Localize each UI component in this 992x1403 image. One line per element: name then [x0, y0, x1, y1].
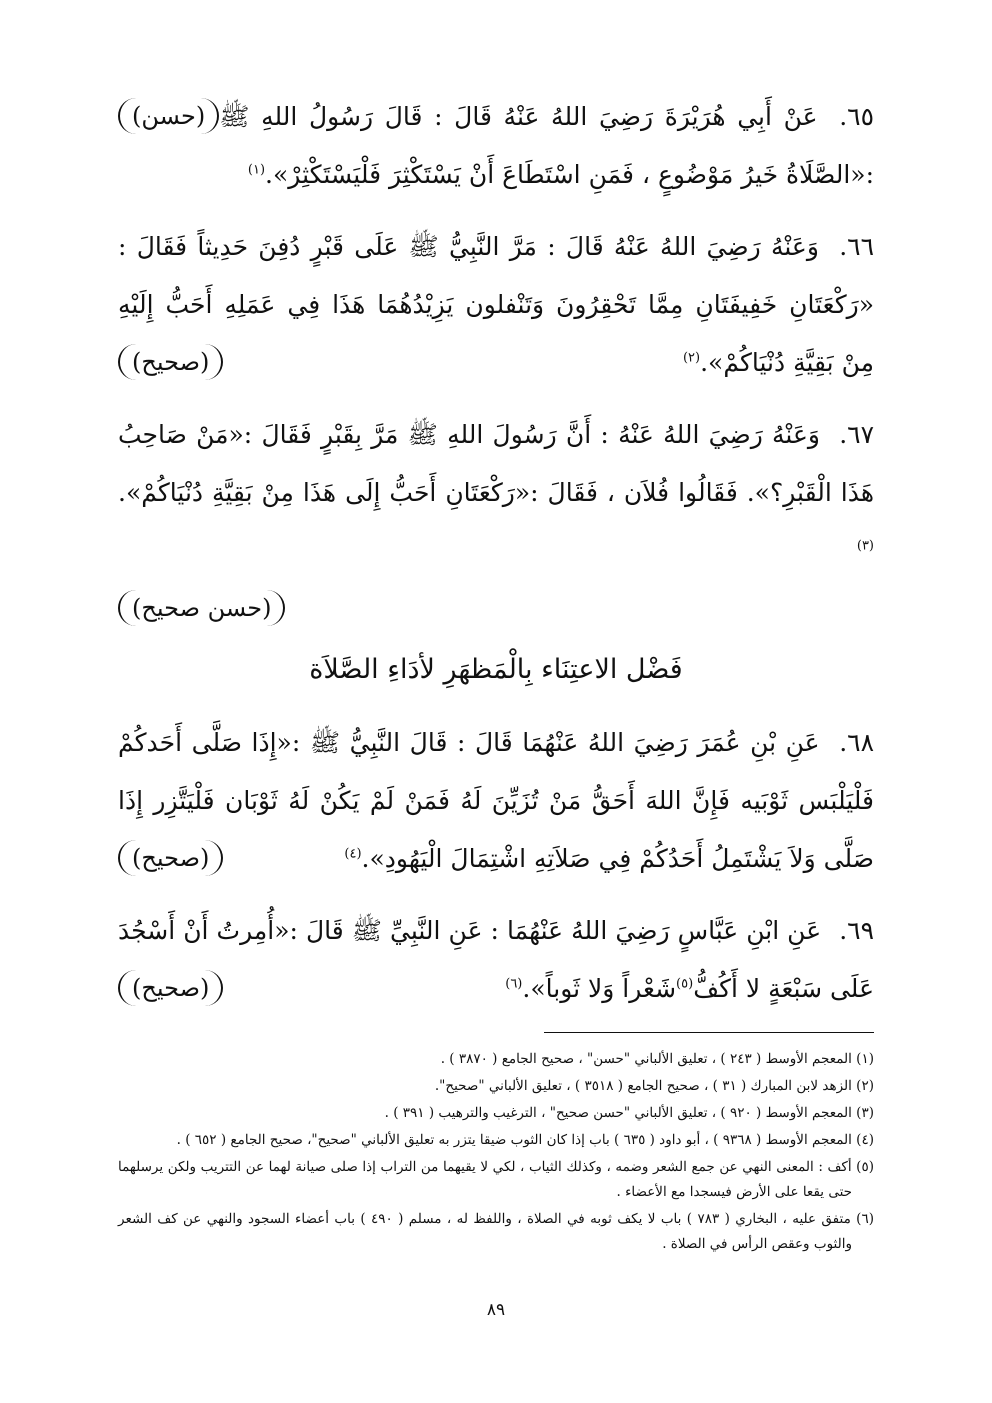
hadith-grade: (حسن) — [118, 98, 219, 134]
hadith-67 — [118, 406, 874, 626]
page-number: ٨٩ — [486, 1300, 506, 1320]
footnote: (٢) الزهد لابن المبارك ( ٣١ ) ، صحيح الجامع ( ٣٥١٨ ) ، تعليق الألباني "صحيح". — [434, 1078, 874, 1094]
hadith-text: وَعَنْهُ رَضِيَ اللهُ عَنْهُ قَالَ : مَرَّ النَّبِيُّ ﷺ عَلَى قَبْرٍ دُفِنَ حَدِيثاً فَقَالَ : «رَكْعَتَانِ خَفِيفَتَانِ مِمَّا تَحْقِرُونَ وَتَنْفلون يَزِيْدُهُمَا هَذَا فِي عَمَلِهِ أَحَبُّ إِلَيْهِ مِنْ بَقِيَّةِ دُنْيَاكُمْ». — [118, 232, 874, 377]
hadith-grade: (صحيح) — [118, 840, 223, 876]
footnote-ref[interactable]: (٥) — [676, 976, 694, 992]
hadith-number: ٦٥. — [839, 102, 875, 131]
hadith-66 — [118, 218, 874, 392]
hadith-text: عَنِ بْنِ عُمَرَ رَضِيَ اللهُ عَنْهُمَا قَالَ : قَالَ النَّبِيُّ ﷺ :«إِذَا صَلَّى أَحَدكُمْ فَلْيَلْبَس ثَوْبَيه فَإِنَّ اللهَ أَحَقُّ مَنْ تُزَيِّنَ لَهُ فَمَنْ لَمْ يَكُنْ لَهُ ثَوْبَان فَلْيَتَّزِر إِذَا صَلَّى وَلاَ يَشْتَمِلُ أَحَدُكُمْ فِي صَلاَتِهِ اشْتِمَالَ الْيَهُودِ». — [118, 728, 874, 873]
section-heading: فَضْل الاعتِنَاء بِالْمَظهَرِ لأدَاءِ الصَّلاَة — [309, 654, 683, 685]
hadith-text-continued: شَعْراً وَلا ثَوباً». — [522, 974, 677, 1003]
hadith-grade: (صحيح) — [118, 970, 223, 1006]
footnote: (٣) المعجم الأوسط ( ٩٢٠ ) ، تعليق الألباني "حسن صحيح" ، الترغيب والترهيب ( ٣٩١ ) . — [384, 1105, 874, 1121]
footnote-ref[interactable]: (٢) — [682, 350, 701, 366]
page-body — [118, 88, 874, 1259]
footnote-ref[interactable]: (٣) — [856, 538, 874, 554]
hadith-number: ٦٨. — [839, 728, 874, 757]
hadith-number: ٦٩. — [839, 916, 874, 945]
hadith-65 — [118, 88, 874, 204]
footnote: (٦) متفق عليه ، البخاري ( ٧٨٣ ) باب لا يكف ثوبه في الصلاة ، واللفظ له ، مسلم ( ٤٩٠ ) باب أعضاء السجود والنهي عن كف الشعر والثوب وعقص الرأس في الصلاة . — [118, 1211, 874, 1252]
footnote: (١) المعجم الأوسط ( ٢٤٣ ) ، تعليق الألباني "حسن" ، صحيح الجامع ( ٣٨٧٠ ) . — [440, 1051, 874, 1067]
footnote: (٥) أكف : المعنى النهي عن جمع الشعر وضمه ، وكذلك الثياب ، لكي لا يقيهما من التراب إذا صلى صيانة لهما عن التتريب ولكن يرسلهما حتى يقعا على الأرض فيسجدا مع الأعضاء . — [118, 1159, 874, 1200]
footnotes — [118, 1047, 874, 1257]
hadith-grade: (حسن صحيح) — [118, 590, 285, 626]
hadith-text: عَنْ أَبِي هُرَيْرَةَ رَضِيَ اللهُ عَنْهُ قَالَ : قَالَ رَسُولُ اللهِ ﷺ :«الصَّلَاةُ خَيرُ مَوْضُوعٍ ، فَمَنِ اسْتَطَاعَ أَنْ يَسْتَكْثِرَ فَلْيَسْتَكْثِرْ». — [219, 102, 874, 189]
footnote-ref[interactable]: (٤) — [344, 846, 362, 862]
footnote-divider — [544, 1032, 874, 1033]
footnote-ref[interactable]: (٦) — [505, 976, 523, 992]
hadith-number: ٦٧. — [839, 420, 874, 449]
hadith-text: عَنِ ابْنِ عَبَّاسٍ رَضِيَ اللهُ عَنْهُمَا : عَنِ النَّبِيِّ ﷺ قَالَ :«أُمِرتُ أَنْ أَسْجُدَ عَلَى سَبْعَةٍ لا أَكُفُّ — [118, 916, 874, 1003]
hadith-text: وَعَنْهُ رَضِيَ اللهُ عَنْهُ : أَنَّ رَسُولَ اللهِ ﷺ مَرَّ بِقَبْرٍ فَقَالَ :«مَنْ صَاحِبُ هَذَا الْقَبْرِ؟». فَقَالُوا فُلاَن ، فَقَالَ :«رَكْعَتَانِ أَحَبُّ إِلَى هَذَا مِنْ بَقِيَّةِ دُنْيَاكُمْ». — [118, 420, 874, 507]
hadith-69 — [118, 902, 874, 1018]
hadith-grade: (صحيح) — [118, 344, 223, 380]
hadith-number: ٦٦. — [839, 232, 874, 261]
footnote: (٤) المعجم الأوسط ( ٩٣٦٨ ) ، أبو داود ( ٦٣٥ ) باب إذا كان الثوب ضيقا يتزر به تعليق الألباني "صحيح"، صحيح الجامع ( ٦٥٢ ) . — [176, 1132, 874, 1148]
hadith-68 — [118, 714, 874, 888]
footnote-ref[interactable]: (١) — [247, 162, 266, 178]
